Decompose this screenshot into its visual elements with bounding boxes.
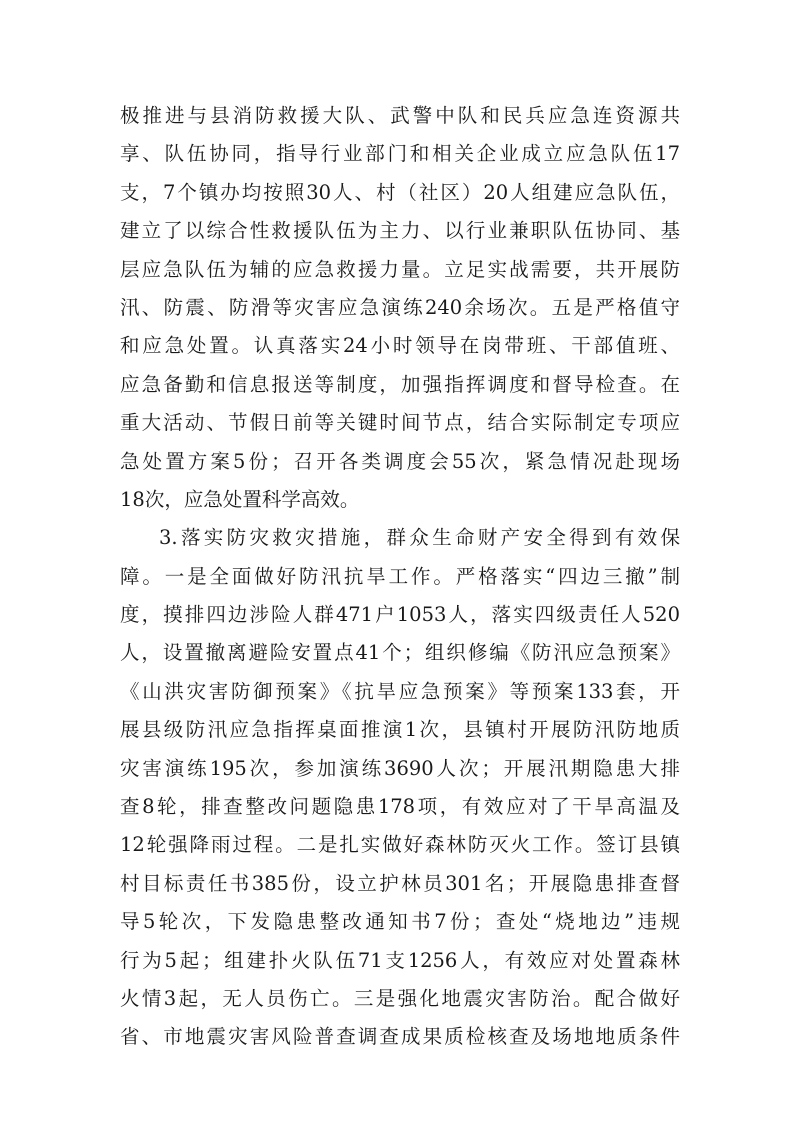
text-line: 度，摸排四边涉险人群471户1053人，落实四级责任人520: [120, 603, 680, 627]
text-line: 灾害演练195次，参加演练3690人次；开展汛期隐患大排: [120, 756, 680, 780]
text-line: 极推进与县消防救援大队、武警中队和民兵应急连资源共: [120, 104, 680, 127]
text-line: 人，设置撤离避险安置点41个；组织修编《防汛应急预案》: [120, 641, 680, 665]
text-line: 享、队伍协同，指导行业部门和相关企业成立应急队伍17: [120, 142, 680, 166]
text-line: 支，7个镇办均按照30人、村（社区）20人组建应急队伍，: [120, 180, 680, 204]
text-line: 建立了以综合性救援队伍为主力、以行业兼职队伍协同、基: [120, 219, 680, 243]
text-line: 障。一是全面做好防汛抗旱工作。严格落实“四边三撤”制: [120, 564, 680, 588]
text-line: 省、市地震灾害风险普查调查成果质检核查及场地地质条件: [120, 1025, 680, 1049]
body-text: [120, 97, 680, 1057]
text-line: 应急备勤和信息报送等制度，加强指挥调度和督导检查。在: [120, 372, 680, 396]
section-heading-line: 3.落实防灾救灾措施，群众生命财产安全得到有效保: [159, 526, 680, 550]
text-line: 村目标责任书385份，设立护林员301名；开展隐患排查督: [120, 871, 680, 895]
text-line: 18次，应急处置科学高效。: [120, 487, 360, 511]
text-line: 行为5起；组建扑火队伍71支1256人，有效应对处置森林: [120, 948, 680, 972]
text-line: 汛、防震、防滑等灾害应急演练240余场次。五是严格值守: [120, 295, 680, 319]
text-line: 查8轮，排查整改问题隐患178项，有效应对了干旱高温及: [120, 795, 680, 819]
text-line: 《山洪灾害防御预案》《抗旱应急预案》等预案133套，开: [120, 679, 680, 703]
text-line: 急处置方案5份；召开各类调度会55次，紧急情况赴现场: [120, 449, 680, 473]
text-line: 和应急处置。认真落实24小时领导在岗带班、干部值班、: [120, 334, 680, 358]
text-line: 展县级防汛应急指挥桌面推演1次，县镇村开展防汛防地质: [120, 718, 680, 742]
text-line: 导5轮次，下发隐患整改通知书7份；查处“烧地边”违规: [120, 910, 680, 934]
text-line: 12轮强降雨过程。二是扎实做好森林防灭火工作。签订县镇: [120, 833, 680, 857]
text-line: 层应急队伍为辅的应急救援力量。立足实战需要，共开展防: [120, 257, 680, 281]
text-line: 重大活动、节假日前等关键时间节点，结合实际制定专项应: [120, 411, 680, 435]
text-line: 火情3起，无人员伤亡。三是强化地震灾害防治。配合做好: [120, 986, 680, 1010]
